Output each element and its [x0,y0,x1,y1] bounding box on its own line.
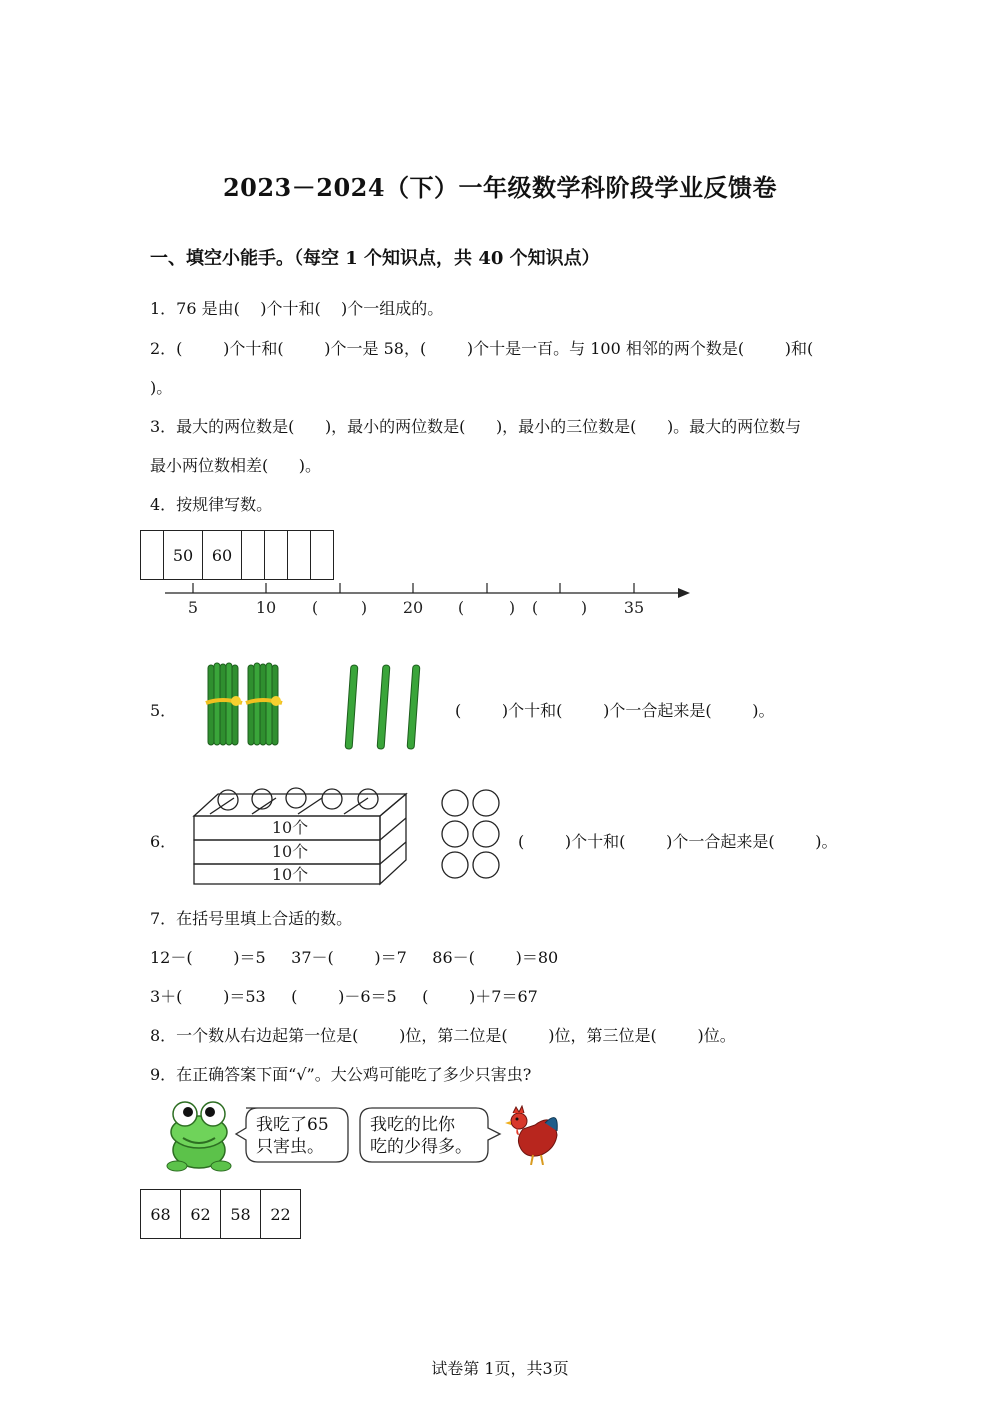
question-7-row-1: 12－( )＝5 37－( )＝7 86－( )＝80 [150,948,559,967]
question-1: 1．76 是由( )个十和( )个一组成的。 [150,299,444,318]
frog-icon [163,1098,235,1174]
tick-label: 5 [187,598,199,617]
pattern-box: 60 [203,531,242,580]
option-cell[interactable]: 22 [261,1190,301,1239]
question-7: 7．在括号里填上合适的数。 [150,909,353,928]
tick-label: 10 [255,598,277,617]
tick-label: ( [311,598,319,617]
page-title: 2023－2024（下）一年级数学科阶段学业反馈卷 [222,173,778,202]
pattern-box[interactable] [242,531,265,580]
question-5-text: ( )个十和( )个一合起来是( )。 [455,701,775,720]
pattern-boxes [140,530,334,580]
question-3-line-1: 3．最大的两位数是( )，最小的两位数是( )，最小的三位数是( )。最大的两位数与 [150,417,802,436]
tick-label: ( [531,598,539,617]
option-cell[interactable]: 68 [141,1190,181,1239]
tick-label: ) [508,598,516,617]
box-label: 10个 [271,842,309,861]
rooster-icon [505,1105,559,1165]
box-label: 10个 [271,865,309,884]
page-footer: 试卷第 1页，共3页 [431,1359,569,1378]
pattern-box[interactable] [288,531,311,580]
stacked-boxes-illustration [190,786,410,888]
option-cell[interactable]: 58 [221,1190,261,1239]
pattern-box[interactable] [265,531,288,580]
question-6-number: 6． [150,832,177,851]
question-9: 9．在正确答案下面“√”。大公鸡可能吃了多少只害虫? [150,1065,532,1084]
stick-bundle-icon [206,663,242,745]
question-3-line-2: 最小两位数相差( )。 [150,456,322,475]
loose-circles-icon [438,788,504,882]
question-8: 8．一个数从右边起第一位是( )位，第二位是( )位，第三位是( )位。 [150,1026,736,1045]
question-2-line-1: 2．( )个十和( )个一是 58，( )个十是一百。与 100 相邻的两个数是( )和( [150,339,814,358]
tick-label: ) [360,598,368,617]
sticks-illustration [200,655,440,755]
number-line [160,575,700,625]
pattern-box[interactable] [311,531,334,580]
pattern-box[interactable] [141,531,164,580]
box-label: 10个 [271,818,309,837]
number-line-ticks [193,583,634,593]
tick-label: ( [457,598,465,617]
section-heading: 一、填空小能手。（每空 1 个知识点，共 40 个知识点） [150,248,600,269]
question-7-row-2: 3＋( )＝53 ( )－6＝5 ( )＋7＝67 [150,987,538,1006]
single-stick-icon [377,665,390,749]
stick-bundle-icon [246,663,282,745]
tick-label: 20 [402,598,424,617]
pattern-box: 50 [164,531,203,580]
answer-options [140,1189,301,1239]
tick-label: 35 [623,598,645,617]
tick-label: ) [580,598,588,617]
option-cell[interactable]: 62 [181,1190,221,1239]
frog-speech-line-2: 只害虫。 [256,1137,324,1157]
rooster-speech-line-2: 吃的少得多。 [370,1137,472,1157]
question-2-line-2: )。 [150,378,173,397]
question-4: 4．按规律写数。 [150,495,273,514]
frog-speech-line-1: 我吃了65 [256,1115,329,1135]
question-6-text: ( )个十和( )个一合起来是( )。 [518,832,838,851]
single-stick-icon [345,665,358,749]
rooster-speech-line-1: 我吃的比你 [370,1115,455,1135]
arrow-head-icon [678,588,690,598]
question-5-number: 5． [150,701,177,720]
single-stick-icon [407,665,420,749]
